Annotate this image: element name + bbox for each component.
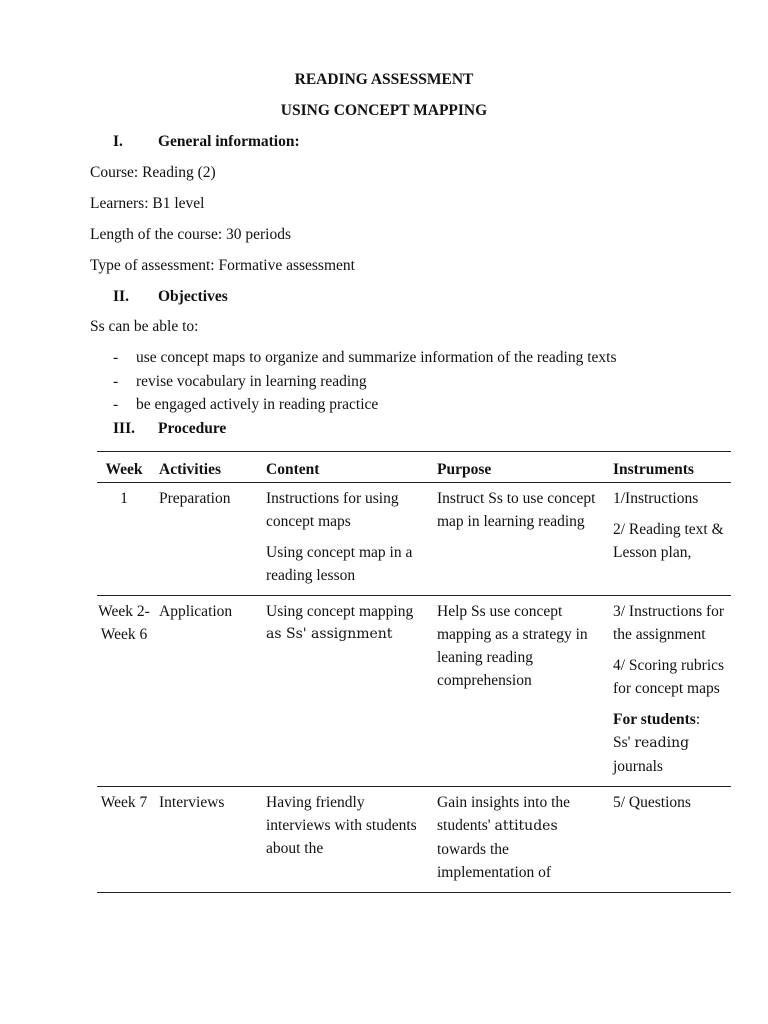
info-learners: Learners: B1 level: [90, 195, 205, 212]
section-number-2: II.: [113, 288, 129, 305]
header-instruments: Instruments: [613, 461, 694, 478]
cell-content: Having friendly interviews with students about the: [266, 794, 417, 857]
content-line: Using concept mapping: [266, 603, 414, 620]
cell-week: 1: [120, 490, 128, 507]
students-journal-reading: reading: [634, 735, 690, 751]
section-number-1: I.: [113, 133, 123, 150]
list-dash: -: [113, 373, 119, 390]
students-journal-line: [613, 731, 731, 755]
cell-activity: Preparation: [159, 490, 231, 507]
section-heading-procedure: Procedure: [158, 420, 227, 437]
info-assessment-type: Type of assessment: Formative assessment: [90, 257, 355, 274]
header-activities: Activities: [159, 461, 221, 478]
cell-activity: Application: [159, 603, 233, 620]
cell-instruments: 5/ Questions: [613, 794, 691, 811]
table-row: [97, 596, 731, 787]
for-students-colon: :: [695, 711, 701, 728]
cell-content: [261, 483, 432, 596]
for-students-line: [613, 708, 731, 731]
document-title: READING ASSESSMENT: [294, 71, 474, 88]
table-row: [97, 483, 731, 596]
document-subtitle: USING CONCEPT MAPPING: [280, 102, 488, 119]
purpose-part: towards the implementation of: [437, 841, 552, 881]
table-header-row: [97, 452, 731, 483]
cell-content: [261, 596, 432, 787]
instrument-item: 3/ Instructions for the assignment: [613, 603, 725, 643]
objective-item: revise vocabulary in learning reading: [136, 373, 367, 390]
students-journal-ss: Ss': [613, 734, 631, 751]
for-students-label: For students: [613, 711, 696, 728]
content-paragraph: Using concept map in a reading lesson: [266, 544, 413, 584]
info-course: Course: Reading (2): [90, 164, 216, 181]
header-content: Content: [266, 461, 320, 478]
header-purpose: Purpose: [437, 461, 492, 478]
section-heading-general: General information:: [158, 133, 300, 150]
students-journal-word: journals: [613, 758, 663, 775]
table-row: [97, 787, 731, 893]
cell-purpose: [432, 787, 608, 893]
instrument-item: 4/ Scoring rubrics for concept maps: [613, 657, 725, 697]
instrument-item: 2/ Reading text & Lesson plan,: [613, 521, 724, 561]
list-dash: -: [113, 349, 119, 366]
objective-item: be engaged actively in reading practice: [136, 396, 379, 413]
cell-purpose: Help Ss use concept mapping as a strategy in leaning reading comprehension: [437, 603, 588, 689]
procedure-table: [97, 451, 731, 893]
content-paragraph: Instructions for using concept maps: [266, 490, 399, 530]
cell-week: Week 2- Week 6: [98, 603, 150, 643]
cell-activity: Interviews: [159, 794, 225, 811]
cell-instruments: [608, 483, 731, 596]
info-length: Length of the course: 30 periods: [90, 226, 292, 243]
list-dash: -: [113, 396, 119, 413]
section-heading-objectives: Objectives: [158, 288, 228, 305]
objectives-intro: Ss can be able to:: [90, 318, 199, 335]
section-number-3: III.: [113, 420, 135, 437]
content-line: as Ss' assignment: [266, 626, 393, 642]
purpose-part-attitudes: attitudes: [494, 818, 558, 834]
cell-purpose: Instruct Ss to use concept map in learning reading: [437, 490, 596, 530]
header-week: Week: [105, 461, 143, 478]
cell-week: Week 7: [100, 794, 148, 811]
purpose-part: Gain insights into the students': [437, 794, 571, 834]
objective-item: use concept maps to organize and summarize information of the reading texts: [136, 349, 617, 366]
cell-instruments: [608, 596, 731, 787]
instrument-item: 1/Instructions: [613, 490, 699, 507]
